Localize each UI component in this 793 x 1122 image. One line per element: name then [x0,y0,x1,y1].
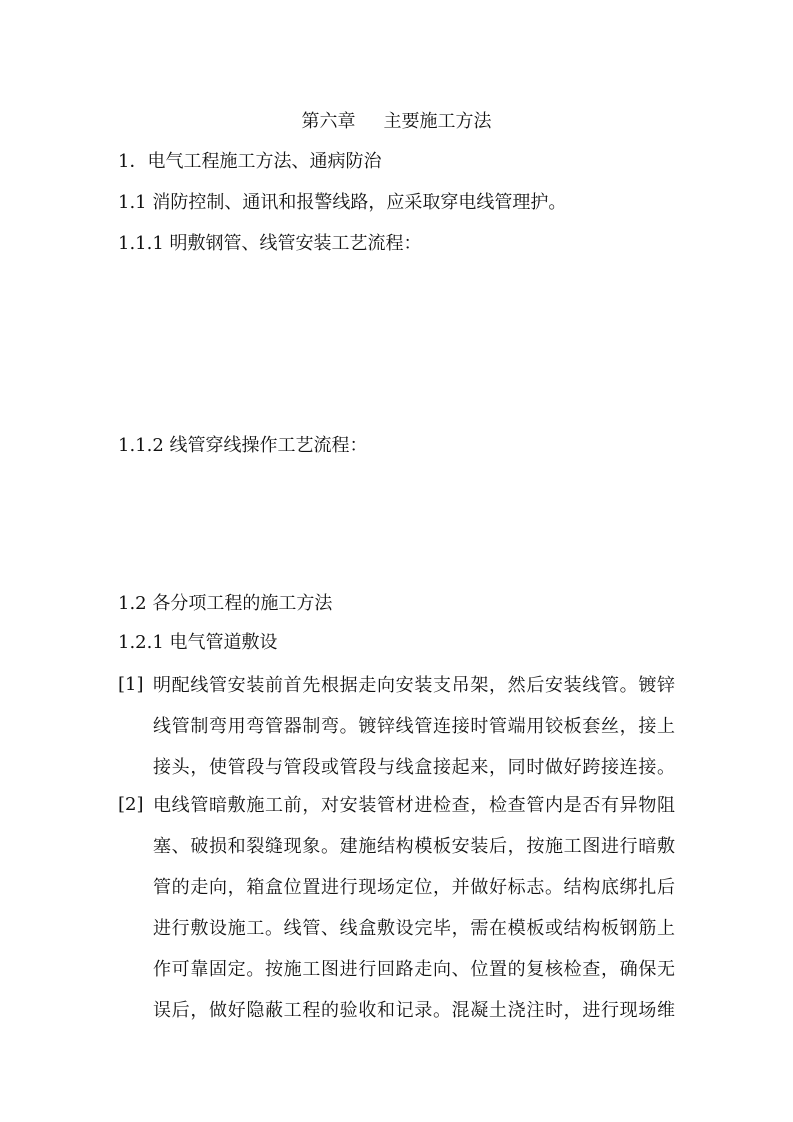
paragraph-line: 误后，做好隐蔽工程的验收和记录。混凝土浇注时，进行现场维 [153,1000,675,1021]
paragraph-line: 明配线管安装前首先根据走向安装支吊架，然后安装线管。镀锌 [153,675,675,696]
section-1-1-2-heading: 1.1.2 线管穿线操作工艺流程： [118,435,368,456]
paragraph-line: 电线管暗敷施工前，对安装管材进检查，检查管内是否有异物阻 [153,795,675,816]
paragraph-line: 进行敷设施工。线管、线盒敷设完毕，需在模板或结构板钢筋上 [153,918,675,939]
paragraph-line: 管的走向，箱盒位置进行现场定位，并做好标志。结构底绑扎后 [153,877,675,898]
chapter-title: 主要施工方法 [383,111,492,132]
list-item-marker: [2] [118,794,144,815]
paragraph-line: 接头，使管段与管段或管段与线盒接起来，同时做好跨接连接。 [153,757,675,778]
paragraph-line: 塞、破损和裂缝现象。建施结构模板安装后，按施工图进行暗敷 [153,836,675,857]
section-1-1-heading: 1.1 消防控制、通讯和报警线路，应采取穿电线管理护。 [118,192,567,213]
paragraph-line: 作可靠固定。按施工图进行回路走向、位置的复核检查，确保无 [153,959,675,980]
section-1-heading: 1．电气工程施工方法、通病防治 [118,151,382,172]
section-1-2-heading: 1.2 各分项工程的施工方法 [118,593,333,614]
chapter-heading [0,110,793,134]
chapter-number: 第六章 [301,111,356,132]
list-item-paragraph [153,665,675,788]
section-1-2-1-heading: 1.2.1 电气管道敷设 [118,632,278,653]
paragraph-line: 线管制弯用弯管器制弯。镀锌线管连接时管端用铰板套丝，接上 [153,716,675,737]
section-1-1-1-heading: 1.1.1 明敷钢管、线管安装工艺流程： [118,233,422,254]
list-item-paragraph [153,785,675,1031]
list-item-marker: [1] [118,674,144,695]
